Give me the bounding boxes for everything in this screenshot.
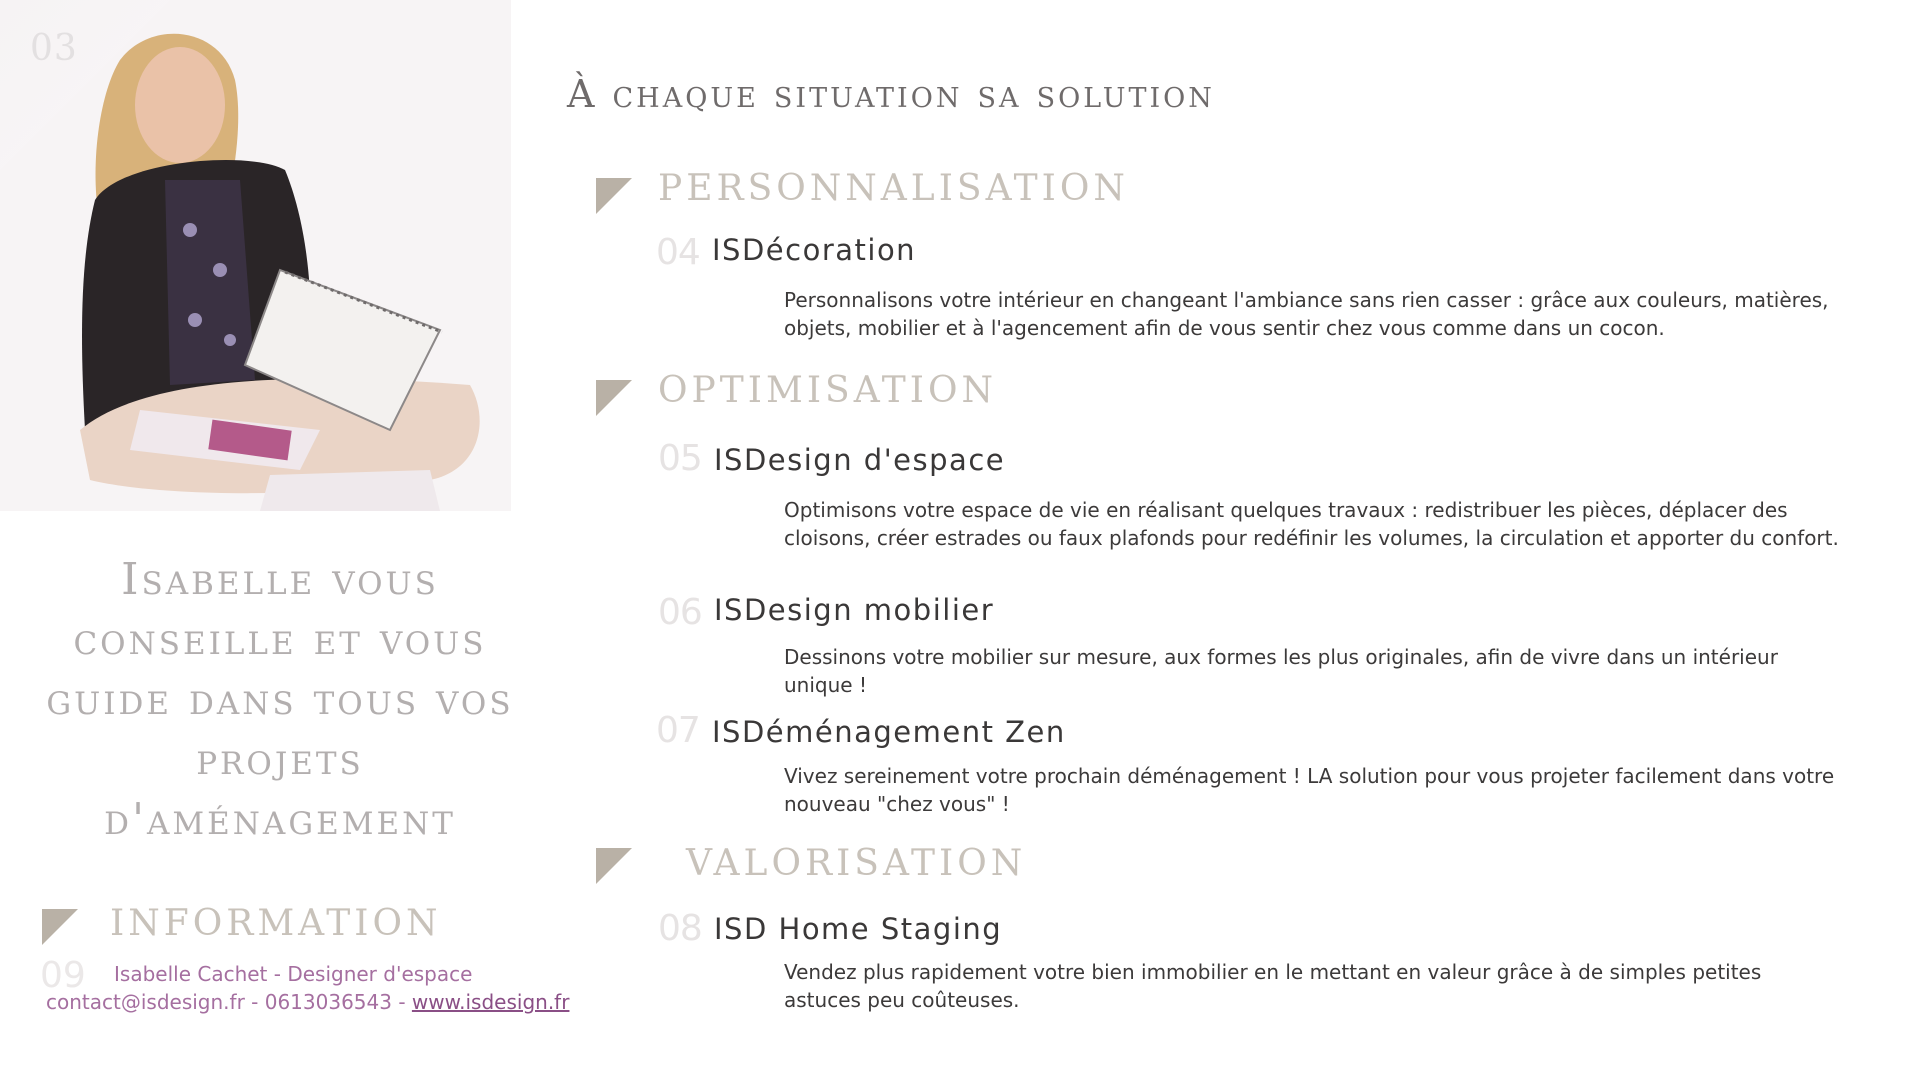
service-number: 07 — [656, 710, 700, 751]
service-number: 08 — [658, 908, 702, 949]
website-link[interactable]: www.isdesign.fr — [411, 990, 570, 1014]
section-triangle-icon — [596, 178, 632, 214]
section-triangle-icon — [596, 380, 632, 416]
section-triangle-icon — [596, 848, 632, 884]
portrait-photo — [0, 0, 511, 511]
service-name: ISDécoration — [712, 233, 917, 267]
section-title-optimisation: OPTIMISATION — [658, 370, 997, 411]
tagline: Isabelle vous conseille et vous guide dans tous vos projets d'aménagement — [46, 554, 514, 845]
designer-name: Isabelle Cachet - Designer d'espace — [114, 962, 473, 986]
information-number: 09 — [40, 955, 86, 996]
service-number: 06 — [658, 592, 702, 633]
service-description: Vendez plus rapidement votre bien immobilier en le mettant en valeur grâce à de simples petites astuces peu coûteuses. — [784, 960, 1762, 1012]
portrait-illustration — [0, 0, 511, 511]
service-name: ISD Home Staging — [714, 912, 1003, 946]
service-name: ISDesign mobilier — [714, 593, 995, 627]
section-title-valorisation: VALORISATION — [686, 843, 1027, 884]
section-title-personnalisation: PERSONNALISATION — [658, 168, 1129, 209]
contact-details: contact@isdesign.fr - 0613036543 - — [46, 990, 412, 1014]
section-title-information: INFORMATION — [110, 903, 442, 944]
service-description: Personnalisons votre intérieur en changeant l'ambiance sans rien casser : grâce aux couleurs, matières, objets, mobilier et à l'agencement afin de vous sentir chez vous comme dans un cocon. — [784, 288, 1829, 340]
page-title: À chaque situation sa solution — [567, 72, 1215, 116]
section-triangle-icon — [42, 909, 78, 945]
service-description: Optimisons votre espace de vie en réalisant quelques travaux : redistribuer les pièces, déplacer des cloisons, créer estrades ou faux plafonds pour redéfinir les volumes, la circulation et apporter du confort. — [784, 498, 1839, 550]
service-description: Dessinons votre mobilier sur mesure, aux formes les plus originales, afin de vivre dans un intérieur unique ! — [784, 645, 1778, 697]
service-number: 04 — [656, 232, 700, 273]
contact-line — [46, 990, 569, 1014]
service-name: ISDéménagement Zen — [712, 715, 1066, 749]
service-description: Vivez sereinement votre prochain déménagement ! LA solution pour vous projeter facilement dans votre nouveau "chez vous" ! — [784, 764, 1835, 816]
service-number: 05 — [658, 438, 702, 479]
service-name: ISDesign d'espace — [714, 443, 1006, 477]
page-number: 03 — [30, 28, 78, 69]
